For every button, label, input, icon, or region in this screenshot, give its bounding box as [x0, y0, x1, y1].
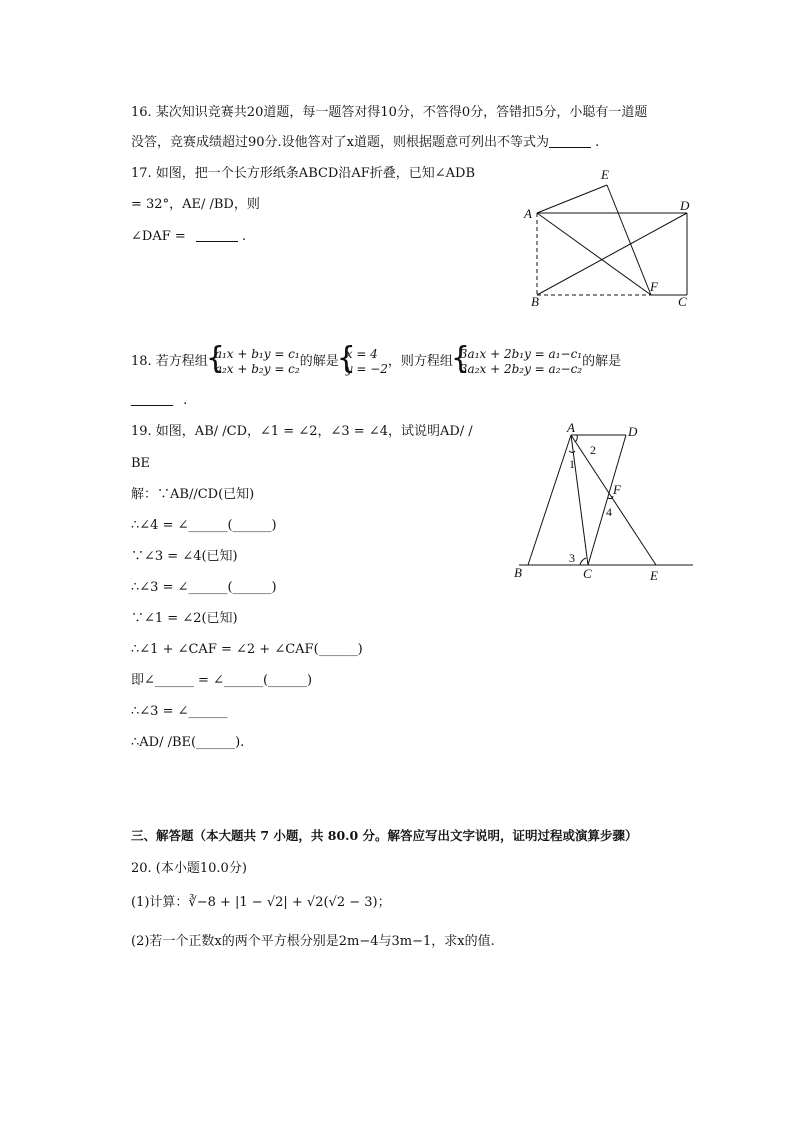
q20-part2: (2)若一个正数x的两个平方根分别是2m−4与3m−1，求x的值.: [131, 934, 495, 949]
q17-line1: 17. 如图，把一个长方形纸条ABCD沿AF折叠，已知∠ADB: [131, 166, 476, 181]
q16-line2: [131, 134, 599, 152]
fig19-label-f: F: [613, 482, 621, 497]
q18-sys1-eq2: a₂x + b₂y = c₂: [214, 361, 300, 376]
q17-answer-blank[interactable]: [196, 228, 238, 242]
fig19-label-4: 4: [606, 505, 612, 519]
fig17-label-c: C: [678, 294, 687, 309]
q19-step-1: 解：∵AB//CD(已知): [131, 487, 255, 502]
fig17-fold-af: [537, 213, 651, 295]
q18-period: .: [183, 393, 188, 408]
q18-sys1-eq1: { a₁x + b₁y = c₁: [214, 346, 300, 361]
q18-sys2-eq2: y = −2: [345, 361, 388, 376]
q18-system-1: [208, 347, 300, 377]
fig19-label-e: E: [650, 568, 658, 583]
q18-line1: [131, 346, 621, 378]
q17-period: .: [242, 229, 247, 244]
q18-mid2: ，则方程组: [387, 354, 453, 369]
fig17-edge-ae: [537, 185, 607, 213]
q20-part1: (1)计算：∛−8 + |1 − √2| + √2(√2 − 3)；: [131, 895, 391, 910]
q16-answer-blank[interactable]: [549, 134, 591, 148]
q16-text: 没答，竞赛成绩超过90分.设他答对了x道题，则根据题意可列出不等式为: [131, 135, 550, 150]
fig19-line-ab: [528, 435, 571, 565]
q16-period: .: [595, 135, 600, 150]
fig17-label-a: A: [524, 206, 532, 221]
fig19-arc-3: [580, 558, 586, 565]
fig19-label-3: 3: [569, 551, 575, 565]
q19-line1: 19. 如图，AB/ /CD，∠1 = ∠2，∠3 = ∠4，试说明AD/ /: [131, 424, 473, 439]
fig19-line-ac: [571, 435, 588, 565]
q17-text: ∠DAF =: [131, 229, 186, 244]
q17-line3: [131, 228, 246, 246]
q18-system-2: [339, 347, 388, 377]
q18-prefix: 18. 若方程组: [131, 354, 208, 369]
q18-sys3-eq2: 3a₂x + 2b₂y = a₂−c₂: [459, 361, 583, 376]
q19-step-3: ∵∠3 = ∠4(已知): [131, 549, 238, 564]
q19-line2: BE: [131, 456, 151, 471]
fig17-label-f: F: [650, 279, 658, 294]
q17-figure: [515, 160, 700, 310]
q18-sys2-eq1: { x = 4: [345, 346, 378, 361]
fig17-label-d: D: [680, 198, 690, 213]
q19-step-9: ∴AD/ /BE(______).: [131, 735, 245, 750]
fig19-line-ae: [571, 435, 656, 565]
fig17-diagonal-bd: [537, 213, 687, 295]
q19-step-6: ∴∠1 + ∠CAF = ∠2 + ∠CAF(______): [131, 642, 363, 657]
fig19-arc-1: [569, 451, 575, 453]
fig19-label-c: C: [583, 566, 592, 581]
q19-step-5: ∵∠1 = ∠2(已知): [131, 611, 238, 626]
q16-line1: 16. 某次知识竞赛共20道题，每一题答对得10分，不答得0分，答错扣5分，小聪有一道题: [131, 105, 648, 120]
q19-step-2: ∴∠4 = ∠______(______): [131, 518, 277, 533]
fig19-label-b: B: [514, 565, 522, 580]
fig19-label-2: 2: [590, 443, 596, 457]
q19-step-8: ∴∠3 = ∠______: [131, 704, 228, 719]
fig19-label-1: 1: [569, 457, 575, 471]
q18-suffix: 的解是: [582, 354, 622, 369]
q20-title: 20. (本小题10.0分): [131, 861, 247, 876]
fig17-label-e: E: [601, 167, 609, 182]
q18-system-3: [453, 347, 582, 377]
fig19-label-a: A: [567, 420, 575, 435]
fig19-label-d: D: [628, 424, 638, 439]
section3-heading: 三、解答题（本大题共 7 小题，共 80.0 分。解答应写出文字说明，证明过程或演算步骤）: [131, 828, 638, 843]
q19-step-7: 即∠______ = ∠______(______): [131, 673, 313, 688]
q18-sys3-eq1: { 3a₁x + 2b₁y = a₁−c₁: [459, 346, 583, 361]
q19-figure: [505, 418, 700, 588]
fig17-edge-ef: [607, 185, 651, 295]
fig17-label-b: B: [531, 294, 539, 309]
q19-step-4: ∴∠3 = ∠______(______): [131, 580, 277, 595]
q18-mid1: 的解是: [299, 354, 339, 369]
q18-answer-blank[interactable]: [131, 392, 173, 406]
q18-line2: [131, 392, 187, 410]
q17-line2: = 32°，AE/ /BD，则: [131, 197, 260, 212]
